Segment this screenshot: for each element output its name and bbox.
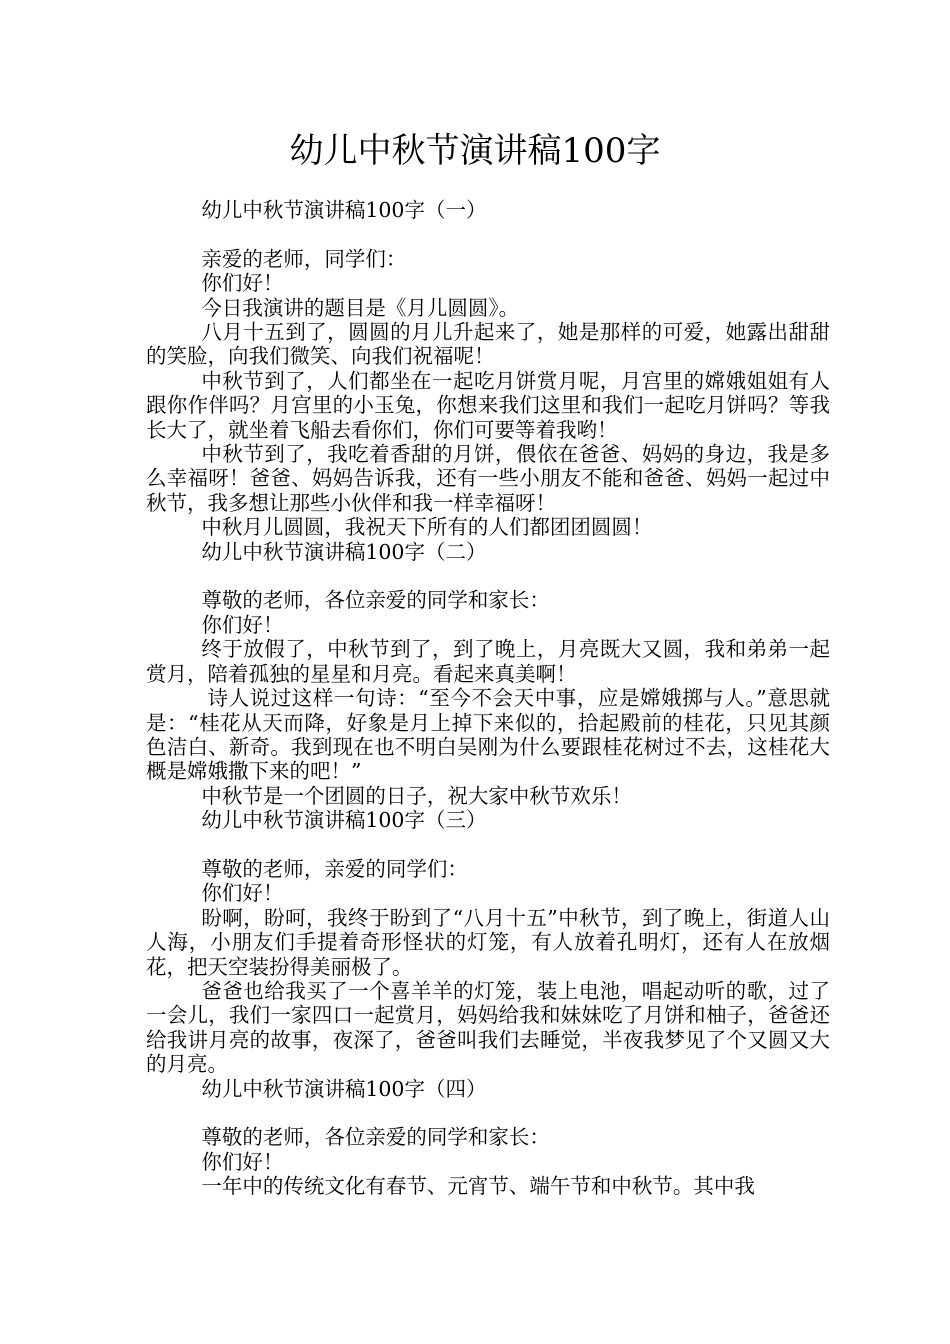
paragraph: 一年中的传统文化有春节、元宵节、端午节和中秋节。其中我 [201, 1174, 755, 1199]
paragraph: 你们好！ [201, 271, 284, 296]
paragraph: 亲爱的老师，同学们： [201, 246, 407, 271]
paragraph: 尊敬的老师，各位亲爱的同学和家长： [201, 1125, 550, 1150]
paragraph: 盼啊，盼呵，我终于盼到了“八月十五”中秋节，到了晚上，街道人山人海，小朋友们手提着奇形怪状的灯笼，有人放着孔明灯，还有人在放烟花，把天空装扮得美丽极了。 [146, 905, 830, 979]
paragraph: 你们好！ [201, 612, 284, 637]
section-heading: 幼儿中秋节演讲稿100字（三） [201, 808, 487, 833]
paragraph: 尊敬的老师，亲爱的同学们： [201, 856, 468, 881]
paragraph: 今日我演讲的题目是《月儿圆圆》。 [201, 295, 520, 320]
paragraph: 中秋节到了，我吃着香甜的月饼，偎依在爸爸、妈妈的身边，我是多么幸福呀！爸爸、妈妈告诉我，还有一些小朋友不能和爸爸、妈妈一起过中秋节，我多想让那些小伙伴和我一样幸福呀！ [146, 442, 830, 515]
document-body [146, 198, 830, 1199]
paragraph: 尊敬的老师，各位亲爱的同学和家长： [201, 588, 550, 613]
paragraph: 诗人说过这样一句诗：“至今不会天中事，应是嫦娥掷与人。”意思就是：“桂花从天而降，好象是月上掉下来似的，拾起殿前的桂花，只见其颜色洁白、新奇。我到现在也不明白吴刚为什么要跟桂花树过不去，这桂花大概是嫦娥撒下来的吧！” [146, 686, 830, 784]
paragraph: 中秋月儿圆圆，我祝天下所有的人们都团团圆圆！ [201, 515, 653, 540]
paragraph: 中秋节是一个团圆的日子，祝大家中秋节欢乐！ [201, 783, 632, 808]
paragraph: 终于放假了，中秋节到了，到了晚上，月亮既大又圆，我和弟弟一起赏月，陪着孤独的星星和月亮。看起来真美啊！ [146, 637, 830, 686]
page-title: 幼儿中秋节演讲稿100字 [289, 131, 661, 171]
paragraph: 你们好！ [201, 881, 284, 906]
paragraph: 爸爸也给我买了一个喜羊羊的灯笼，装上电池，唱起动听的歌，过了一会儿，我们一家四口一起赏月，妈妈给我和妹妹吃了月饼和柚子，爸爸还给我讲月亮的故事，夜深了，爸爸叫我们去睡觉，半夜我梦见了个又圆又大的月亮。 [146, 978, 830, 1077]
section-heading: 幼儿中秋节演讲稿100字（二） [201, 539, 487, 564]
section-heading: 幼儿中秋节演讲稿100字（一） [201, 198, 487, 222]
section-heading: 幼儿中秋节演讲稿100字（四） [201, 1076, 487, 1101]
paragraph: 你们好！ [201, 1149, 284, 1174]
paragraph: 中秋节到了，人们都坐在一起吃月饼赏月呢，月宫里的嫦娥姐姐有人跟你作伴吗？月宫里的小玉兔，你想来我们这里和我们一起吃月饼吗？等我长大了，就坐着飞船去看你们，你们可要等着我哟！ [146, 368, 830, 442]
paragraph: 八月十五到了，圆圆的月儿升起来了，她是那样的可爱，她露出甜甜的笑脸，向我们微笑、向我们祝福呢！ [146, 320, 830, 369]
